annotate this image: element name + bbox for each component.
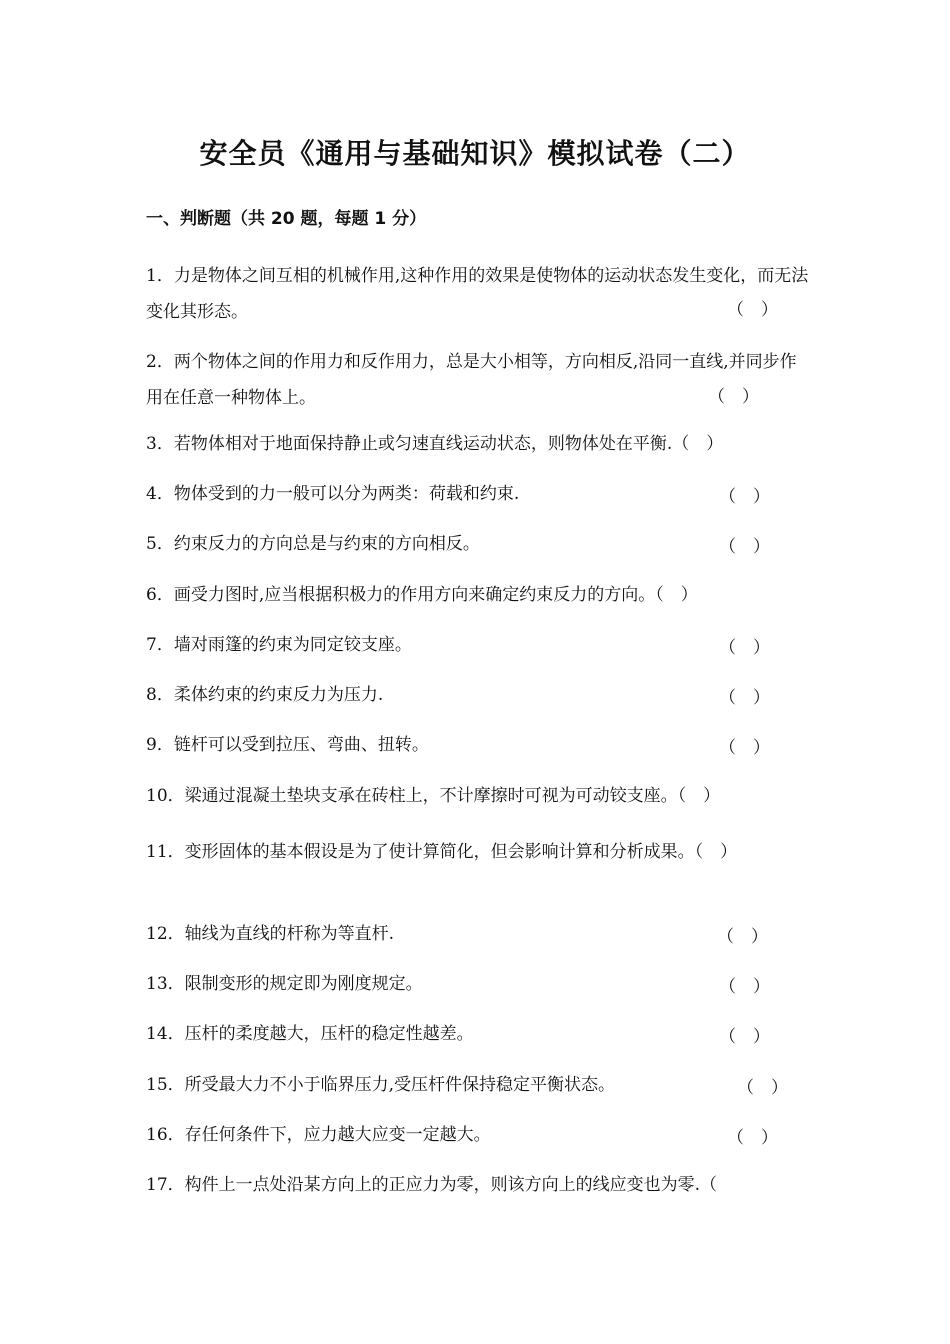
question-17: 17．构件上一点处沿某方向上的正应力为零，则该方向上的线应变也为零.（ (146, 1175, 718, 1195)
answer-paren-2: （ ） (708, 387, 759, 407)
answer-paren-12: （ ） (717, 927, 768, 947)
answer-paren-14: （ ） (719, 1027, 770, 1047)
question-3: 3．若物体相对于地面保持静止或匀速直线运动状态，则物体处在平衡.（ ） (146, 434, 724, 454)
question-11: 11．变形固体的基本假设是为了使计算简化，但会影响计算和分析成果。（ ） (146, 842, 738, 862)
answer-paren-15: （ ） (737, 1078, 788, 1098)
question-15: 15．所受最大力不小于临界压力,受压杆件保持稳定平衡状态。 (146, 1075, 616, 1095)
answer-paren-4: （ ） (719, 487, 770, 507)
question-10: 10．梁通过混凝土垫块支承在砖柱上，不计摩擦时可视为可动铰支座。（ ） (146, 786, 721, 806)
question-16: 16．存任何条件下，应力越大应变一定越大。 (146, 1125, 491, 1145)
question-12: 12．轴线为直线的杆称为等直杆. (146, 924, 395, 944)
document-title: 安全员《通用与基础知识》模拟试卷（二） (199, 137, 751, 170)
answer-paren-13: （ ） (719, 977, 770, 997)
question-9: 9．链杆可以受到拉压、弯曲、扭转。 (146, 735, 429, 755)
question-5: 5．约束反力的方向总是与约束的方向相反。 (146, 534, 480, 554)
question-1: 1．力是物体之间互相的机械作用,这种作用的效果是使物体的运动状态发生变化，而无法变化其形态。 (146, 266, 809, 322)
answer-paren-8: （ ） (719, 688, 770, 708)
answer-paren-5: （ ） (719, 537, 770, 557)
question-8: 8．柔体约束的约束反力为压力. (146, 685, 384, 705)
question-7: 7．墙对雨篷的约束为同定铰支座。 (146, 635, 412, 655)
answer-paren-9: （ ） (719, 738, 770, 758)
question-14: 14．压杆的柔度越大，压杆的稳定性越差。 (146, 1024, 474, 1044)
question-13: 13．限制变形的规定即为刚度规定。 (146, 974, 423, 994)
answer-paren-16: （ ） (727, 1128, 778, 1148)
question-6: 6．画受力图时,应当根据积极力的作用方向来确定约束反力的方向。（ ） (146, 585, 698, 605)
answer-paren-7: （ ） (719, 638, 770, 658)
question-2: 2．两个物体之间的作用力和反作用力，总是大小相等，方向相反,沿同一直线,并同步作用在任意一种物体上。 (146, 352, 797, 408)
answer-paren-1: （ ） (727, 300, 778, 320)
section-heading: 一、判断题（共 20 题，每题 1 分） (146, 209, 427, 229)
question-4: 4．物体受到的力一般可以分为两类：荷载和约束. (146, 484, 520, 504)
